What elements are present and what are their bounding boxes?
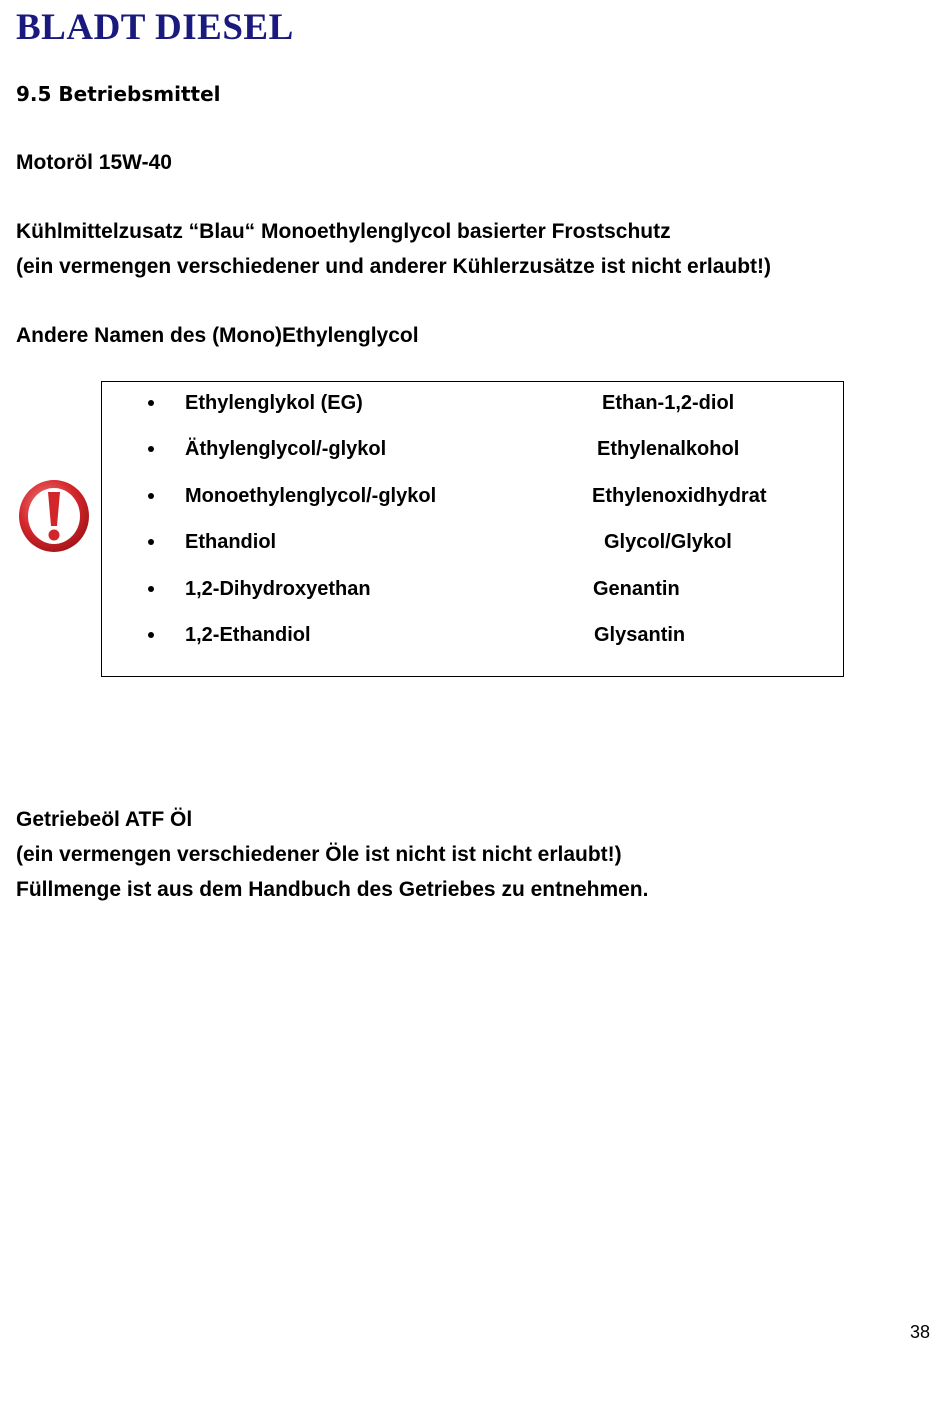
name-left: Ethandiol xyxy=(185,531,277,553)
list-item xyxy=(102,434,843,464)
name-right: Glysantin xyxy=(594,624,686,646)
gear-oil-note: (ein vermengen verschiedener Öle ist nicht ist nicht erlaubt!) xyxy=(16,843,622,866)
ethylene-glycol-names-box xyxy=(101,381,844,677)
name-left: 1,2-Ethandiol xyxy=(185,624,311,646)
coolant-line-2: (ein vermengen verschiedener und anderer Kühlerzusätze ist nicht erlaubt!) xyxy=(16,255,772,278)
fill-amount-text: Füllmenge ist aus dem Handbuch des Getriebes zu entnehmen. xyxy=(16,878,649,901)
bullet-icon xyxy=(148,446,154,452)
name-left: 1,2-Dihydroxyethan xyxy=(185,578,371,600)
name-left: Ethylenglykol (EG) xyxy=(185,392,363,414)
bullet-icon xyxy=(148,586,154,592)
name-right: Ethylenalkohol xyxy=(597,438,740,460)
name-left: Äthylenglycol/-glykol xyxy=(185,438,387,460)
list-item xyxy=(102,527,843,557)
list-item xyxy=(102,574,843,604)
coolant-line-1: Kühlmittelzusatz “Blau“ Monoethylenglycol basierter Frostschutz xyxy=(16,220,671,243)
bullet-icon xyxy=(148,493,154,499)
list-item xyxy=(102,481,843,511)
motor-oil-text: Motoröl 15W-40 xyxy=(16,151,172,174)
list-item xyxy=(102,620,843,650)
bullet-icon xyxy=(148,632,154,638)
gear-oil-text: Getriebeöl ATF Öl xyxy=(16,808,193,831)
list-item xyxy=(102,388,843,418)
other-names-heading: Andere Namen des (Mono)Ethylenglycol xyxy=(16,324,419,347)
name-right: Ethan-1,2-diol xyxy=(602,392,735,414)
page-number: 38 xyxy=(910,1322,931,1342)
bullet-icon xyxy=(148,539,154,545)
bullet-icon xyxy=(148,400,154,406)
brand-title: BLADT DIESEL xyxy=(16,7,294,48)
section-title: 9.5 Betriebsmittel xyxy=(16,82,221,106)
warning-exclamation-icon xyxy=(18,478,90,554)
name-right: Genantin xyxy=(593,578,680,600)
name-right: Glycol/Glykol xyxy=(604,531,732,553)
name-right: Ethylenoxidhydrat xyxy=(592,485,767,507)
name-left: Monoethylenglycol/-glykol xyxy=(185,485,437,507)
